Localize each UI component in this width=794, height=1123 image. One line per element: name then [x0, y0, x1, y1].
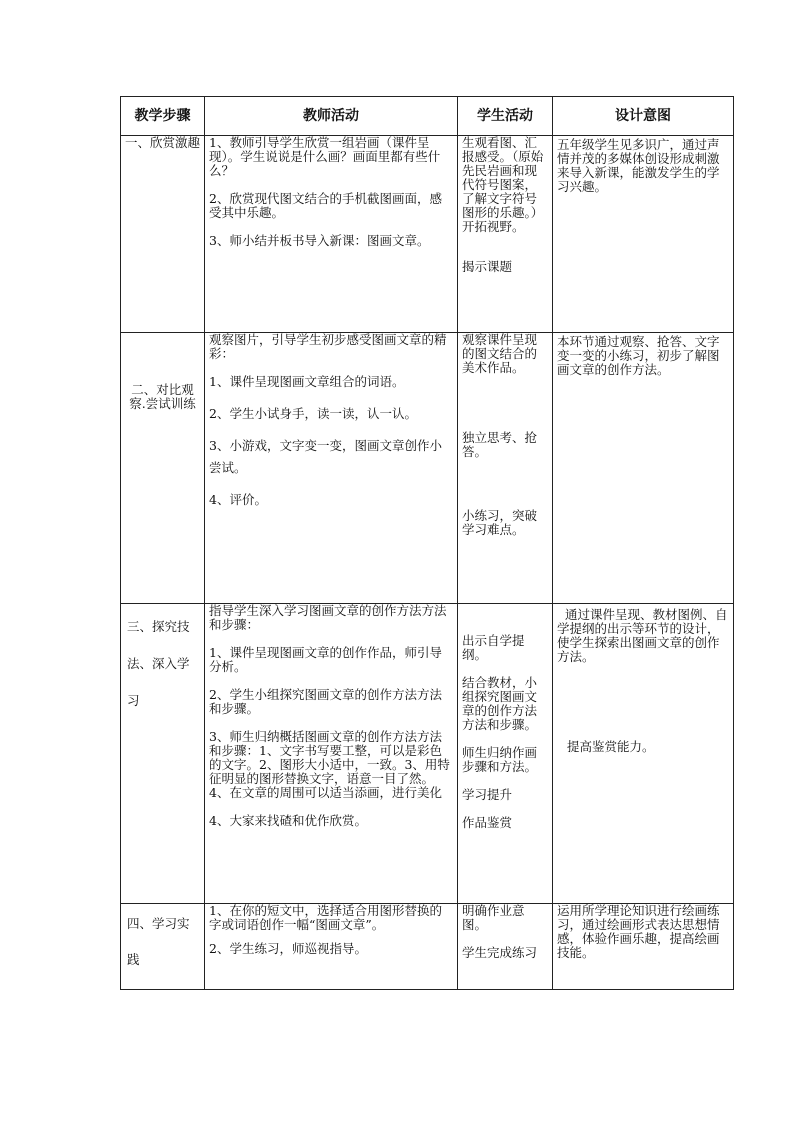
header-student: 学生活动 — [458, 97, 553, 136]
teacher-item: 2、学生小试身手，读一读，认一认。 — [209, 406, 417, 421]
student-item: 观察课件呈现的图文结合的美术作品。 — [462, 332, 538, 375]
table-header-row — [121, 97, 734, 136]
teacher-cell — [205, 333, 458, 604]
table-row — [121, 333, 734, 604]
student-item: 师生归纳作画步骤和方法。 — [462, 745, 538, 774]
student-item: 明确作业意图。 — [462, 903, 525, 932]
student-item: 结合教材，小组探究图画文章的创作方法方法和步骤。 — [462, 675, 538, 732]
teacher-item: 3、师小结并板书导入新课：图画文章。 — [209, 233, 430, 248]
teacher-item: 1、课件呈现图画文章的创作作品，师引导分析。 — [209, 645, 442, 674]
student-item: 生观看图、汇报感受。（原始先民岩画和现代符号图案，了解文字符号图形的乐趣。）开拓视野。 — [462, 135, 544, 234]
teacher-cell — [205, 136, 458, 333]
teacher-item: 1、教师引导学生欣赏一组岩画（课件呈现）。学生说说是什么画？画面里都有些什么？ — [209, 135, 441, 178]
intent-text: 通过课件呈现、教材图例、自学提纲的出示等环节的设计，使学生探索出图画文章的创作方法。 — [557, 607, 728, 664]
teacher-item: 3、小游戏，文字变一变，图画文章创作小尝试。 — [209, 438, 442, 475]
step-cell: 一、欣赏激趣 — [121, 136, 205, 333]
student-item: 学习提升 — [462, 787, 513, 802]
teacher-item: 指导学生深入学习图画文章的创作方法方法和步骤： — [209, 603, 447, 632]
table-row — [121, 904, 734, 990]
teacher-item: 2、学生练习，师巡视指导。 — [209, 941, 367, 956]
teacher-item: 观察图片，引导学生初步感受图画文章的精彩： — [209, 332, 447, 361]
student-item: 出示自学提纲。 — [462, 633, 525, 662]
student-item: 揭示课题 — [462, 259, 513, 274]
student-item: 小练习，突破学习难点。 — [462, 508, 538, 537]
teacher-item: 2、学生小组探究图画文章的创作方法方法和步骤。 — [209, 687, 442, 716]
table-row — [121, 604, 734, 904]
student-item: 独立思考、抢答。 — [462, 430, 538, 459]
teacher-item: 1、在你的短文中，选择适合用图形替换的字或词语创作一幅“图画文章”。 — [209, 903, 442, 932]
student-item: 作品鉴赏 — [462, 815, 513, 830]
teacher-cell — [205, 604, 458, 904]
student-cell — [458, 904, 553, 990]
header-teacher: 教师活动 — [205, 97, 458, 136]
student-cell — [458, 136, 553, 333]
intent-text: 五年级学生见多识广，通过声情并茂的多媒体创设形成刺激来导入新课，能激发学生的学习兴趣。 — [557, 137, 720, 194]
step-cell: 二、对比观察.尝试训练 — [121, 333, 205, 604]
teacher-cell — [205, 904, 458, 990]
intent-cell — [553, 604, 734, 904]
lesson-plan-table — [120, 96, 734, 990]
intent-cell — [553, 136, 734, 333]
intent-text: 运用所学理论知识进行绘画练习，通过绘画形式表达思想情感，体验作画乐趣，提高绘画技能。 — [557, 903, 720, 960]
intent-text-2: 提高鉴赏能力。 — [567, 739, 655, 754]
step-cell: 三、探究技法、深入学习 — [121, 604, 205, 904]
intent-cell — [553, 333, 734, 604]
teacher-item: 4、评价。 — [209, 492, 267, 507]
intent-text: 本环节通过观察、抢答、文字变一变的小练习，初步了解图画文章的创作方法。 — [557, 334, 720, 377]
student-cell — [458, 604, 553, 904]
step-cell: 四、学习实践 — [121, 904, 205, 990]
student-cell — [458, 333, 553, 604]
header-intent: 设计意图 — [553, 97, 734, 136]
table-row — [121, 136, 734, 333]
header-step: 教学步骤 — [121, 97, 205, 136]
teacher-item: 4、大家来找碴和优作欣赏。 — [209, 813, 367, 828]
student-item: 学生完成练习 — [462, 945, 538, 960]
teacher-item: 2、欣赏现代图文结合的手机截图画面，感受其中乐趣。 — [209, 191, 442, 220]
intent-cell — [553, 904, 734, 990]
teacher-item: 1、课件呈现图画文章组合的词语。 — [209, 374, 405, 389]
teacher-item: 3、师生归纳概括图画文章的创作方法方法和步骤：1、文字书写要工整，可以是彩色的文字。2、图形大小适中，一致。3、用特征明显的图形替换文字，语意一目了然。4、在文章的周围可以适当添画，进行美化 — [209, 729, 450, 800]
